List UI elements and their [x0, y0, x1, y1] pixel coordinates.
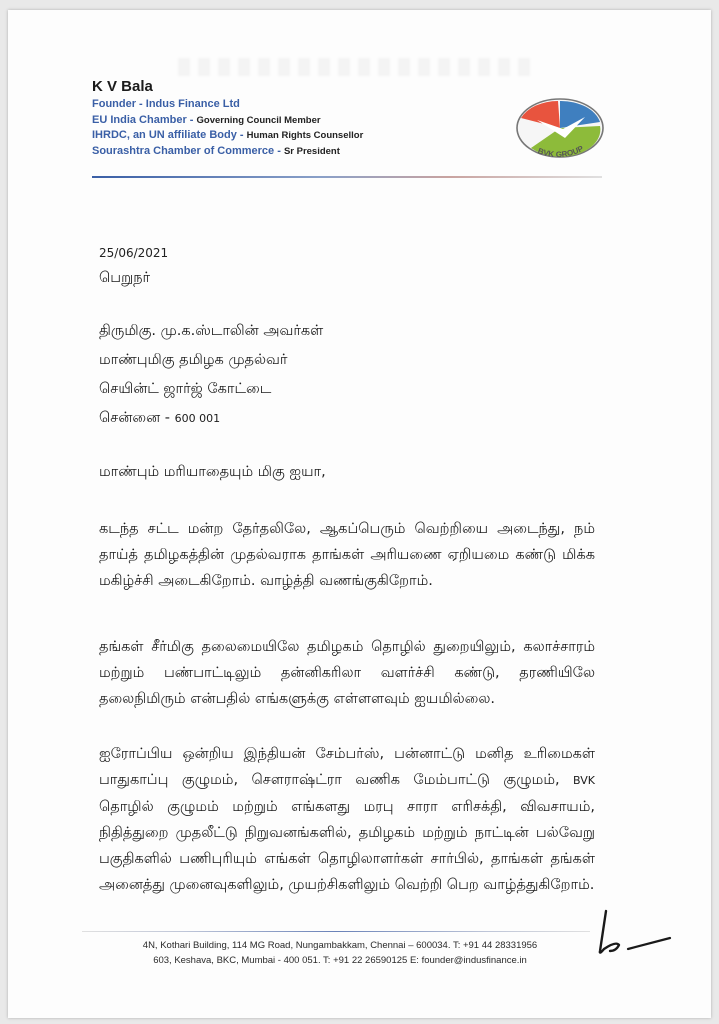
para3-text-b: தொழில் குழுமம் மற்றும் எங்களது மரபு சாரா எரிசக்தி, விவசாயம், நிதித்துறை முதலீட்டு நிறுவனங்களில், தமிழகம் மற்றும் நாட்டின் பல்வேறு பகுதிகளில் பணிபுரியும் எங்கள் தொழிலாளர்கள் சார்பில், தாங்கள் தங்கள் அனைத்து முனைவுகளிலும், முயற்சிகளிலும் வெற்றி பெற வாழ்த்துகிறோம். — [99, 799, 595, 893]
footer — [120, 938, 560, 968]
para3-text-a: ஐரோப்பிய ஒன்றிய இந்தியன் சேம்பர்ஸ், பன்னாட்டு மனித உரிமைகள் பாதுகாப்பு குழுமம், சௌராஷ்ட்ரா வணிக மேம்பாட்டு குழுமம், — [99, 746, 595, 788]
title-org: Sourashtra Chamber of Commerce - — [92, 144, 284, 157]
letter-date: 25/06/2021 — [99, 246, 169, 260]
city-name: சென்னை - — [99, 410, 175, 426]
signature — [592, 905, 672, 965]
title-org: EU India Chamber - — [92, 113, 197, 126]
salutation: மாண்பும் மரியாதையும் மிகு ஐயா, — [99, 464, 326, 480]
body-paragraph — [99, 741, 595, 898]
address-line: மாண்புமிகு தமிழக முதல்வர் — [99, 352, 288, 368]
title-org: IHRDC, an UN affiliate Body - — [92, 129, 247, 141]
footer-divider — [82, 931, 590, 932]
pincode: 600 001 — [174, 412, 221, 425]
para3-bvk: BVK — [573, 774, 595, 787]
address-line: திருமிகு. மு.க.ஸ்டாலின் அவர்கள் — [99, 323, 324, 339]
footer-address-chennai: 4N, Kothari Building, 114 MG Road, Nungambakkam, Chennai – 600034. T: +91 44 28331956 — [142, 940, 538, 951]
title-role: Sr President — [283, 145, 340, 157]
footer-address-mumbai: 603, Keshava, BKC, Mumbai - 400 051. T: +91 22 26590125 E: founder@indusfinance.in — [153, 955, 527, 966]
faint-watermark — [178, 58, 538, 76]
body-paragraph: கடந்த சட்ட மன்ற தேர்தலிலே, ஆகப்பெரும் வெற்றியை அடைந்து, நம் தாய்த் தமிழகத்தின் முதல்வராக தாங்கள் அரியணை ஏறியமை கண்டு மிக்க மகிழ்ச்சி அடைகிறோம். வாழ்த்தி வணங்குகிறோம். — [99, 521, 595, 589]
logo-text: BVK GROUP — [536, 143, 585, 160]
bvk-group-logo — [511, 96, 609, 170]
address-city — [99, 410, 220, 428]
address-line: செயின்ட் ஜார்ஜ் கோட்டை — [99, 381, 272, 397]
recipient-label: பெறுநர் — [99, 270, 151, 286]
title-role: Human Rights Counsellor — [246, 130, 364, 141]
body-paragraph: தங்கள் சீர்மிகு தலைமையிலே தமிழகம் தொழில் துறையிலும், கலாச்சாரம் மற்றும் பண்பாட்டிலும் தன்னிகரிலா வளர்ச்சி கண்டு, தரணியிலே தலைநிமிரும் என்பதில் எங்களுக்கு எள்ளளவும் ஐயமில்லை. — [99, 639, 595, 707]
title-role: Governing Council Member — [196, 114, 321, 126]
header-divider — [92, 176, 602, 178]
sender-name: K V Bala — [92, 78, 153, 95]
title-org: Founder - Indus Finance Ltd — [92, 98, 240, 110]
